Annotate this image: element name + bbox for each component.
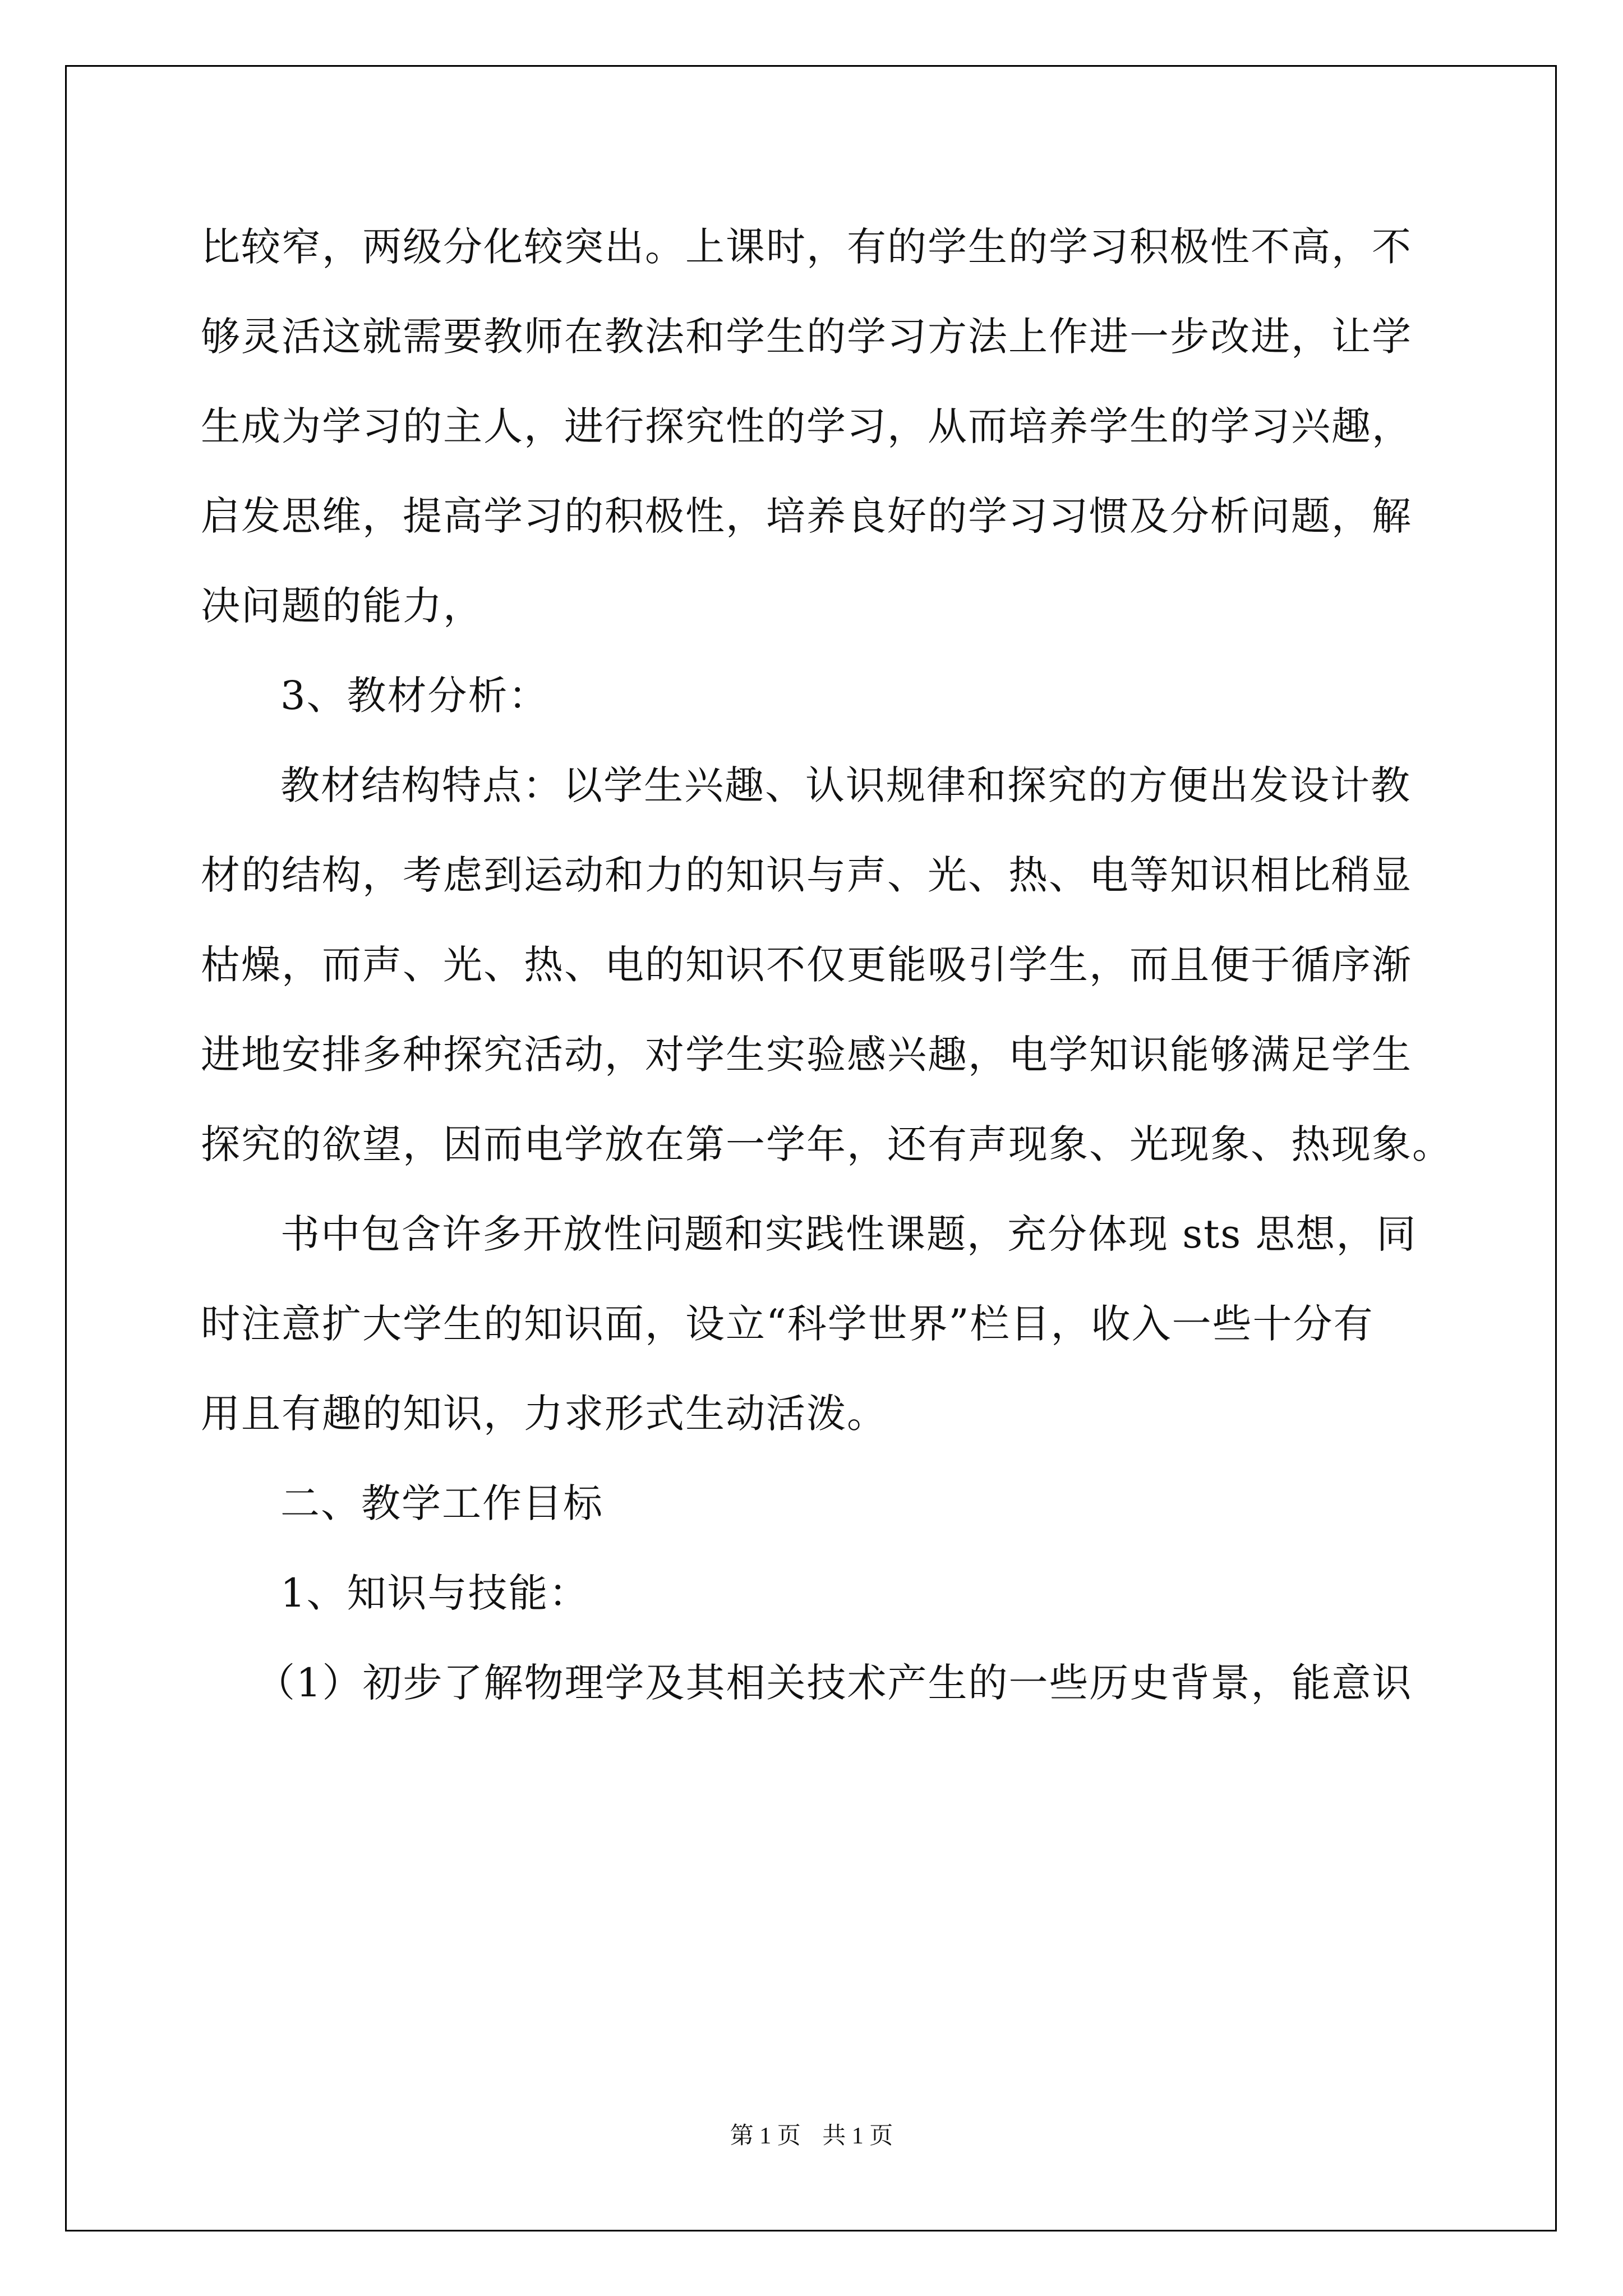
text-line: 时注意扩大学生的知识面，设立“科学世界”栏目，收入一些十分有	[201, 1301, 1374, 1347]
page-number: 第 1 页	[730, 2123, 801, 2149]
text-line: （1）初步了解物理学及其相关技术产生的一些历史背景，能意识	[256, 1660, 1413, 1706]
text-line: 进地安排多种探究活动，对学生实验感兴趣，电学知识能够满足学生	[201, 1032, 1412, 1078]
section-heading: 3、教材分析：	[280, 673, 549, 719]
text-line: 书中包含许多开放性问题和实践性课题，充分体现 sts 思想，同	[280, 1211, 1417, 1257]
text-line: 决问题的能力，	[201, 583, 483, 629]
page-footer	[0, 2119, 1623, 2153]
page-total: 共 1 页	[822, 2123, 893, 2149]
text-line: 材的结构，考虑到运动和力的知识与声、光、热、电等知识相比稍显	[201, 852, 1412, 898]
text-line: 够灵活这就需要教师在教法和学生的学习方法上作进一步改进，让学	[201, 314, 1412, 360]
text-line: 枯燥，而声、光、热、电的知识不仅更能吸引学生，而且便于循序渐	[201, 942, 1412, 988]
section-heading: 1、知识与技能：	[280, 1570, 589, 1616]
section-heading: 二、教学工作目标	[280, 1480, 603, 1526]
text-line: 探究的欲望，因而电学放在第一学年，还有声现象、光现象、热现象。	[201, 1121, 1453, 1167]
text-line: 生成为学习的主人，进行探究性的学习，从而培养学生的学习兴趣，	[201, 403, 1412, 449]
text-line: 教材结构特点：以学生兴趣、认识规律和探究的方便出发设计教	[280, 762, 1411, 808]
text-line: 比较窄，两级分化较突出。上课时，有的学生的学习积极性不高，不	[201, 224, 1412, 270]
text-line: 用且有趣的知识，力求形式生动活泼。	[201, 1391, 887, 1437]
text-line: 启发思维，提高学习的积极性，培养良好的学习习惯及分析问题，解	[201, 493, 1412, 539]
